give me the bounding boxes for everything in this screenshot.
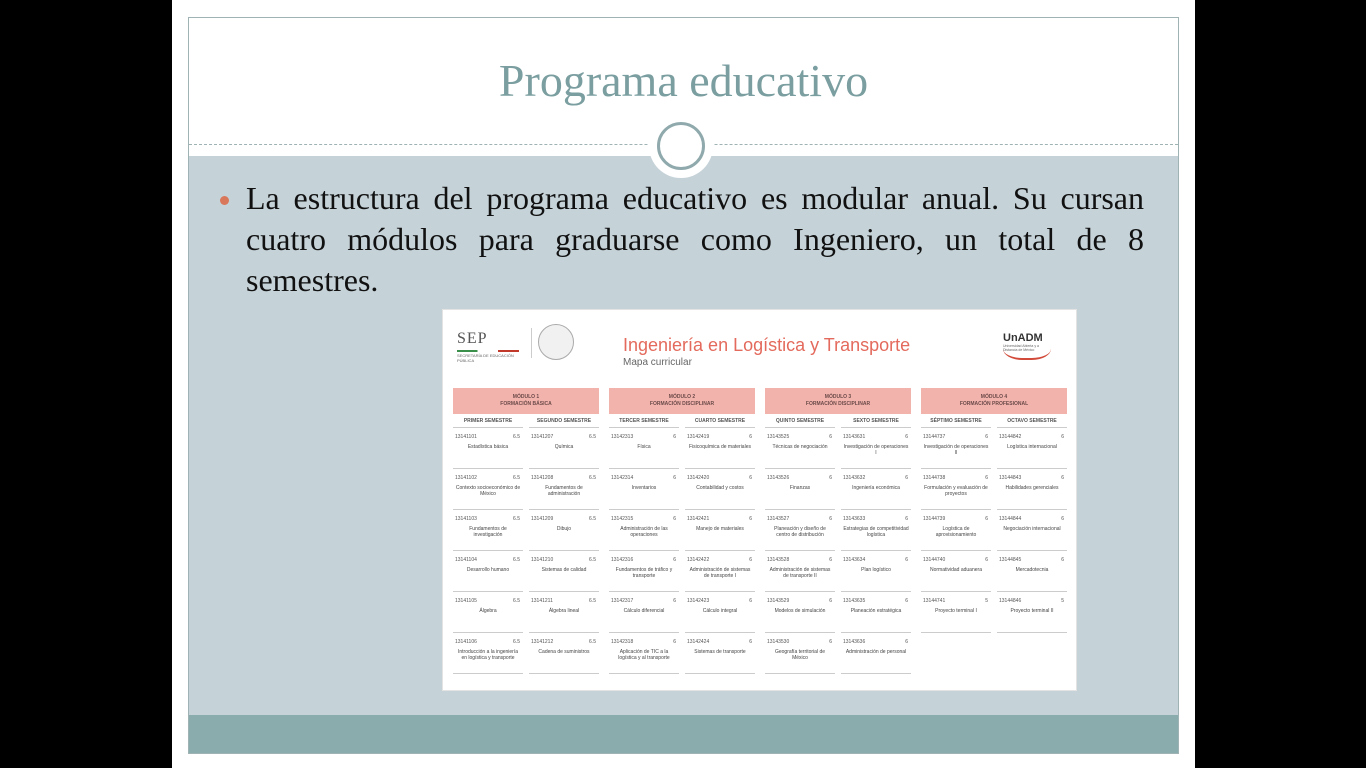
course-credits: 6.5 — [589, 639, 596, 645]
course-credits: 6 — [829, 598, 832, 604]
module-3 — [765, 388, 911, 684]
bullet-text: La estructura del programa educativo es modular anual. Su cursan cuatro módulos para graduarse como Ingeniero, un total de 8 semestres. — [246, 180, 1144, 298]
ring-inner — [657, 122, 705, 170]
course-name: Habilidades gerenciales — [1005, 485, 1059, 491]
course-cell — [453, 469, 523, 510]
course-cell — [609, 510, 679, 551]
course-code: 13143526 — [767, 475, 790, 481]
course-name: Administración de personal — [845, 649, 907, 655]
course-name: Proyecto terminal II — [1010, 608, 1054, 614]
course-credits: 6 — [673, 557, 676, 563]
course-credits: 6 — [985, 434, 988, 440]
course-credits: 6.5 — [513, 639, 520, 645]
course-credits: 6 — [985, 557, 988, 563]
course-code: 13142316 — [611, 557, 634, 563]
course-credits: 6 — [985, 516, 988, 522]
course-credits: 6 — [985, 475, 988, 481]
course-code: 13142313 — [611, 434, 634, 440]
semester-column — [997, 418, 1067, 633]
course-cell — [997, 510, 1067, 551]
unadm-name: UnADM — [1003, 332, 1043, 344]
course-credits: 6 — [749, 557, 752, 563]
course-cell — [453, 510, 523, 551]
course-cell — [529, 633, 599, 674]
course-credits: 6 — [673, 434, 676, 440]
course-name: Negociación internacional — [1003, 526, 1061, 532]
semester-column — [921, 418, 991, 633]
course-cell — [841, 510, 911, 551]
course-credits: 6 — [905, 475, 908, 481]
course-cell — [921, 469, 991, 510]
semester-column — [685, 418, 755, 674]
course-credits: 5 — [1061, 598, 1064, 604]
course-credits: 6 — [905, 557, 908, 563]
module-header — [765, 388, 911, 414]
course-code: 13143634 — [843, 557, 866, 563]
map-subtitle: Mapa curricular — [623, 357, 692, 368]
course-code: 13141209 — [531, 516, 554, 522]
course-code: 13143527 — [767, 516, 790, 522]
semester-column — [841, 418, 911, 674]
course-cell — [453, 633, 523, 674]
course-cell — [609, 469, 679, 510]
course-credits: 6.5 — [589, 557, 596, 563]
course-credits: 6 — [905, 516, 908, 522]
course-credits: 6 — [829, 516, 832, 522]
course-code: 13142315 — [611, 516, 634, 522]
course-cell — [529, 510, 599, 551]
course-code: 13142314 — [611, 475, 634, 481]
course-credits: 6.5 — [589, 475, 596, 481]
course-cell — [841, 592, 911, 633]
course-code: 13143636 — [843, 639, 866, 645]
course-name: Aplicación de TIC a la logística y al transporte — [618, 649, 670, 661]
course-name: Plan logístico — [861, 567, 891, 573]
course-code: 13141104 — [455, 557, 477, 563]
semester-header: SÉPTIMO SEMESTRE — [921, 418, 991, 428]
course-code: 13144739 — [923, 516, 946, 522]
semester-column — [453, 418, 523, 674]
course-cell — [997, 428, 1067, 469]
course-cell — [997, 469, 1067, 510]
course-name: Proyecto terminal I — [935, 608, 977, 614]
course-name: Álgebra lineal — [548, 608, 580, 614]
course-credits: 6 — [905, 434, 908, 440]
course-cell — [685, 551, 755, 592]
course-credits: 6 — [1061, 475, 1064, 481]
semester-column — [529, 418, 599, 674]
course-cell — [765, 633, 835, 674]
course-code: 13141207 — [531, 434, 554, 440]
course-cell — [765, 469, 835, 510]
course-credits: 6 — [1061, 434, 1064, 440]
course-credits: 6 — [829, 434, 832, 440]
course-credits: 6 — [673, 598, 676, 604]
semester-header: TERCER SEMESTRE — [609, 418, 679, 428]
course-name: Técnicas de negociación — [772, 444, 828, 450]
module-header — [921, 388, 1067, 414]
course-credits: 6 — [829, 557, 832, 563]
course-cell — [529, 592, 599, 633]
course-credits: 6.5 — [513, 516, 520, 522]
course-code: 13143635 — [843, 598, 866, 604]
course-cell — [765, 428, 835, 469]
ring-ornament-icon — [649, 114, 713, 178]
course-credits: 5 — [985, 598, 988, 604]
module-2 — [609, 388, 755, 684]
sep-flag-line — [457, 350, 519, 352]
course-code: 13143529 — [767, 598, 790, 604]
course-code: 13141105 — [455, 598, 477, 604]
course-code: 13144740 — [923, 557, 946, 563]
course-code: 13142318 — [611, 639, 634, 645]
course-name: Fisicoquímica de materiales — [689, 444, 751, 450]
slide — [172, 0, 1195, 768]
slide-title: Programa educativo — [498, 55, 869, 106]
slide-frame — [188, 17, 1179, 754]
course-name: Mercadotecnia — [1015, 567, 1049, 573]
course-cell — [529, 428, 599, 469]
course-credits: 6 — [749, 434, 752, 440]
map-title: Ingeniería en Logística y Transporte — [623, 335, 911, 355]
course-cell — [685, 469, 755, 510]
module-label: MÓDULO 4 — [980, 394, 1008, 400]
course-cell — [765, 510, 835, 551]
course-code: 13143528 — [767, 557, 790, 563]
national-seal-icon — [538, 324, 574, 360]
module-header — [453, 388, 599, 414]
course-code: 13143632 — [843, 475, 866, 481]
course-code: 13141106 — [455, 639, 477, 645]
course-code: 13144846 — [999, 598, 1022, 604]
course-cell — [765, 592, 835, 633]
unadm-logo — [1003, 332, 1051, 360]
modules-grid — [453, 388, 1067, 684]
course-credits: 6 — [749, 475, 752, 481]
course-name: Geografía territorial de México — [774, 649, 826, 661]
course-name: Dibujo — [556, 526, 572, 532]
course-name: Logística internacional — [1007, 444, 1057, 450]
module-4 — [921, 388, 1067, 684]
course-code: 13142422 — [687, 557, 710, 563]
course-code: 13142420 — [687, 475, 710, 481]
unadm-tagline: Universidad Abierta y a Distancia de México — [1003, 344, 1039, 352]
course-cell — [609, 633, 679, 674]
course-credits: 6 — [749, 598, 752, 604]
course-code: 13142424 — [687, 639, 710, 645]
course-code: 13143530 — [767, 639, 790, 645]
course-cell — [921, 428, 991, 469]
course-credits: 6 — [749, 639, 752, 645]
course-cell — [997, 592, 1067, 633]
course-name: Administración de sistemas de transporte II — [769, 567, 831, 579]
course-credits: 6 — [829, 475, 832, 481]
course-cell — [841, 633, 911, 674]
course-cell — [685, 428, 755, 469]
course-code: 13141102 — [455, 475, 477, 481]
course-code: 13141208 — [531, 475, 554, 481]
course-code: 13142317 — [611, 598, 634, 604]
course-code: 13142423 — [687, 598, 710, 604]
course-name: Física — [637, 444, 651, 450]
course-credits: 6.5 — [513, 557, 520, 563]
course-name: Fundamentos de investigación — [469, 526, 507, 538]
course-code: 13142419 — [687, 434, 710, 440]
sep-name: SEP — [457, 330, 488, 347]
module-label: MÓDULO 3 — [824, 394, 852, 400]
course-name: Ingeniería económica — [852, 485, 900, 491]
course-code: 13144844 — [999, 516, 1022, 522]
course-name: Normatividad aduanera — [930, 567, 982, 573]
course-name: Modelos de simulación — [774, 608, 826, 614]
curriculum-map-image — [442, 309, 1077, 691]
module-label: MÓDULO 2 — [668, 394, 696, 400]
course-cell — [921, 510, 991, 551]
module-name: FORMACIÓN BÁSICA — [500, 401, 552, 407]
course-name: Cálculo diferencial — [623, 608, 665, 614]
course-credits: 6 — [673, 639, 676, 645]
course-cell — [685, 633, 755, 674]
course-credits: 6 — [673, 516, 676, 522]
course-credits: 6.5 — [589, 434, 596, 440]
course-code: 13143631 — [843, 434, 866, 440]
course-cell — [609, 428, 679, 469]
course-credits: 6 — [749, 516, 752, 522]
course-name: Cadena de suministros — [538, 649, 590, 655]
course-cell — [453, 428, 523, 469]
course-credits: 6 — [1061, 557, 1064, 563]
course-code: 13144737 — [923, 434, 946, 440]
course-name: Introducción a la ingeniería en logística y transporte — [457, 649, 519, 661]
course-name: Cálculo integral — [702, 608, 738, 614]
course-name: Álgebra — [479, 608, 497, 614]
course-name: Administración de sistemas de transporte I — [689, 567, 751, 579]
course-credits: 6.5 — [513, 598, 520, 604]
course-cell — [609, 551, 679, 592]
module-header — [609, 388, 755, 414]
course-code: 13144741 — [923, 598, 946, 604]
semester-header: PRIMER SEMESTRE — [453, 418, 523, 428]
course-cell — [453, 551, 523, 592]
course-cell — [997, 551, 1067, 592]
course-code: 13142421 — [687, 516, 710, 522]
course-code: 13144845 — [999, 557, 1022, 563]
course-credits: 6 — [1061, 516, 1064, 522]
semester-column — [609, 418, 679, 674]
semester-header: CUARTO SEMESTRE — [685, 418, 755, 428]
course-code: 13144842 — [999, 434, 1022, 440]
course-cell — [529, 551, 599, 592]
course-credits: 6 — [829, 639, 832, 645]
course-credits: 6.5 — [513, 434, 520, 440]
course-name: Inventarios — [631, 485, 657, 491]
course-name: Estrategias de competitividad logística — [843, 526, 909, 538]
semester-column — [765, 418, 835, 674]
semester-header: OCTAVO SEMESTRE — [997, 418, 1067, 428]
course-credits: 6.5 — [589, 516, 596, 522]
course-credits: 6 — [673, 475, 676, 481]
course-name: Estadística básica — [467, 444, 509, 450]
course-cell — [529, 469, 599, 510]
course-name: Formulación y evaluación de proyectos — [924, 485, 988, 497]
course-cell — [685, 510, 755, 551]
course-name: Contabilidad y costos — [696, 485, 744, 491]
course-code: 13141211 — [531, 598, 553, 604]
course-code: 13141212 — [531, 639, 554, 645]
course-name: Planeación y diseño de centro de distribución — [774, 526, 826, 538]
module-name: FORMACIÓN DISCIPLINAR — [805, 401, 871, 407]
course-cell — [841, 551, 911, 592]
course-cell — [609, 592, 679, 633]
course-name: Logística de aprovisionamiento — [935, 526, 977, 538]
course-name: Sistemas de calidad — [541, 567, 587, 573]
module-1 — [453, 388, 599, 684]
course-credits: 6 — [905, 598, 908, 604]
module-name: FORMACIÓN DISCIPLINAR — [649, 401, 715, 407]
semester-header: SEGUNDO SEMESTRE — [529, 418, 599, 428]
course-name: Investigación de operaciones I — [843, 444, 909, 456]
course-cell — [841, 428, 911, 469]
course-credits: 6.5 — [589, 598, 596, 604]
course-name: Contexto socioeconómico de México — [455, 485, 521, 497]
course-cell — [921, 592, 991, 633]
course-code: 13143525 — [767, 434, 790, 440]
course-name: Desarrollo humano — [466, 567, 510, 573]
course-cell — [685, 592, 755, 633]
course-code: 13143633 — [843, 516, 866, 522]
course-name: Investigación de operaciones II — [923, 444, 989, 456]
module-name: FORMACIÓN PROFESIONAL — [959, 401, 1029, 407]
course-name: Administración de las operaciones — [620, 526, 668, 538]
course-name: Fundamentos de administración — [545, 485, 583, 497]
module-label: MÓDULO 1 — [512, 394, 540, 400]
course-name: Fundamentos de tráfico y transporte — [615, 567, 673, 579]
sep-subtitle: SECRETARÍA DE EDUCACIÓN PÚBLICA — [457, 353, 514, 363]
course-code: 13141103 — [455, 516, 477, 522]
course-name: Manejo de materiales — [696, 526, 744, 532]
course-credits: 6.5 — [513, 475, 520, 481]
course-code: 13141210 — [531, 557, 554, 563]
course-credits: 6 — [905, 639, 908, 645]
semester-header: QUINTO SEMESTRE — [765, 418, 835, 428]
course-code: 13141101 — [455, 434, 477, 440]
slide-footer-bar — [189, 715, 1178, 753]
semester-header: SEXTO SEMESTRE — [841, 418, 911, 428]
bullet-dot-icon — [220, 196, 229, 205]
logo-divider — [531, 328, 532, 358]
course-cell — [765, 551, 835, 592]
course-code: 13144843 — [999, 475, 1022, 481]
course-name: Química — [554, 444, 574, 450]
course-name: Sistemas de transporte — [694, 649, 746, 655]
course-name: Finanzas — [789, 485, 811, 491]
course-cell — [841, 469, 911, 510]
course-cell — [453, 592, 523, 633]
course-name: Planeación estratégica — [850, 608, 902, 614]
sep-logo — [457, 330, 527, 363]
course-cell — [921, 551, 991, 592]
course-code: 13144738 — [923, 475, 946, 481]
